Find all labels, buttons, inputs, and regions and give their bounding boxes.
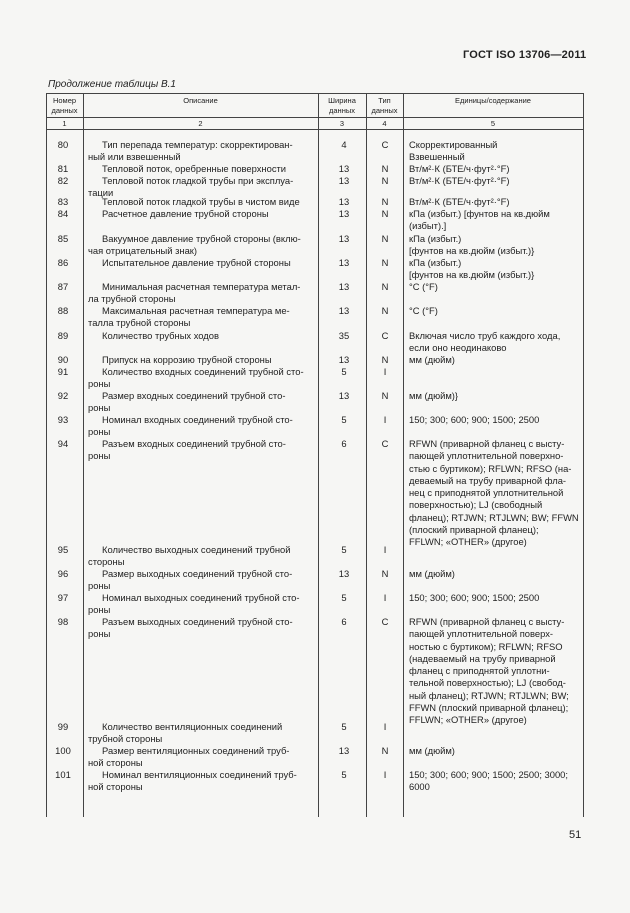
units-line: кПа (избыт.) [фунтов на кв.дюйм xyxy=(409,208,550,219)
row-type: I xyxy=(383,769,387,780)
description-line: роны xyxy=(88,450,111,462)
row-type: I xyxy=(383,544,387,555)
units-line: мм (дюйм) xyxy=(409,745,455,756)
row-width: 35 xyxy=(338,330,350,341)
table-border-right xyxy=(583,93,584,817)
row-number: 88 xyxy=(57,305,69,316)
col-header-description: Описание xyxy=(183,96,218,105)
column-divider xyxy=(366,93,367,817)
col-number-label: 3 xyxy=(339,119,345,128)
row-type: N xyxy=(381,281,389,292)
row-units xyxy=(409,208,579,233)
row-description xyxy=(88,208,316,220)
row-width: 13 xyxy=(338,281,350,292)
row-units xyxy=(409,330,579,355)
row-description xyxy=(88,769,316,794)
row-units xyxy=(409,354,579,366)
col-header-type: Тип данных xyxy=(371,96,398,115)
units-line: кПа (избыт.) xyxy=(409,233,462,244)
description-line: ла трубной стороны xyxy=(88,293,176,305)
row-number: 80 xyxy=(57,139,69,150)
description-line: чая отрицательный знак) xyxy=(88,245,198,257)
description-line: Тепловой поток, оребренные поверхности xyxy=(102,163,287,174)
row-description xyxy=(88,257,316,269)
units-line: Вт/м²·К (БТЕ/ч·фут²·°F) xyxy=(409,163,510,174)
units-line: стью с буртиком); RFLWN; RFSO (на- xyxy=(409,462,572,474)
units-line: пающей уплотнительной поверхно- xyxy=(409,450,564,462)
row-type: N xyxy=(381,208,389,219)
row-units xyxy=(409,196,579,208)
description-line: стороны xyxy=(88,556,125,568)
row-width: 13 xyxy=(338,257,350,268)
units-line: (избыт).] xyxy=(409,220,447,232)
row-description xyxy=(88,438,316,463)
units-line: Взвешенный xyxy=(409,151,465,163)
table-caption: Продолжение таблицы В.1 xyxy=(48,79,176,90)
description-line: Номинал выходных соединений трубной сто- xyxy=(102,592,300,603)
row-units xyxy=(409,305,579,317)
units-line: нец с приподнятой уплотнительной xyxy=(409,487,564,499)
row-width: 4 xyxy=(341,139,347,150)
col-number-label: 1 xyxy=(62,119,67,128)
row-type: N xyxy=(381,257,389,268)
description-line: Разъем выходных соединений трубной сто- xyxy=(102,616,293,627)
row-units xyxy=(409,163,579,175)
row-type: I xyxy=(383,592,387,603)
table-border-top xyxy=(46,93,584,94)
units-line: RFWN (приварной фланец с высту- xyxy=(409,438,565,449)
row-units xyxy=(409,390,579,402)
row-number: 101 xyxy=(55,769,71,780)
units-line: мм (дюйм) xyxy=(409,568,455,579)
row-type: N xyxy=(381,354,389,365)
row-description xyxy=(88,721,316,746)
units-line: мм (дюйм)} xyxy=(409,390,459,401)
units-line: 6000 xyxy=(409,781,430,793)
row-units xyxy=(409,257,579,282)
description-line: Максимальная расчетная температура ме- xyxy=(102,305,290,316)
units-line: ностью с буртиком); RFLWN; RFSO xyxy=(409,640,563,652)
row-description xyxy=(88,414,316,439)
col-header-number: Номер данных xyxy=(51,96,78,115)
row-type: C xyxy=(381,330,389,341)
row-width: 13 xyxy=(338,568,350,579)
units-line: фланец); RTJWN; RTJLWN; BW; FFWN xyxy=(409,511,579,523)
units-line: мм (дюйм) xyxy=(409,354,455,365)
row-number: 85 xyxy=(57,233,69,244)
units-line: FFLWN; «OTHER» (другое) xyxy=(409,536,527,548)
row-width: 6 xyxy=(341,616,347,627)
description-line: Минимальная расчетная температура метал- xyxy=(102,281,301,292)
units-line: Вт/м²·К (БТЕ/ч·фут²·°F) xyxy=(409,175,510,186)
units-line: 150; 300; 600; 900; 1500; 2500; 3000; xyxy=(409,769,568,780)
description-line: Количество входных соединений трубной сто- xyxy=(102,366,304,377)
description-line: Количество выходных соединений трубной xyxy=(102,544,291,555)
description-line: Номинал входных соединений трубной сто- xyxy=(102,414,293,425)
row-type: I xyxy=(383,414,387,425)
row-width: 13 xyxy=(338,233,350,244)
row-description xyxy=(88,330,316,342)
row-number: 99 xyxy=(57,721,69,732)
units-line: тельной поверхностью); LJ (свобод- xyxy=(409,677,566,689)
description-line: Испытательное давление трубной стороны xyxy=(102,257,291,268)
description-line: ной стороны xyxy=(88,757,143,769)
units-line: Скорректированный xyxy=(409,139,498,150)
row-description xyxy=(88,281,316,306)
row-number: 81 xyxy=(57,163,69,174)
row-width: 5 xyxy=(341,769,347,780)
units-line: (надеваемый на трубу приварной xyxy=(409,652,556,664)
description-line: талла трубной стороны xyxy=(88,317,191,329)
row-type: N xyxy=(381,390,389,401)
units-line: FFWN (плоский приварной фланец); xyxy=(409,702,569,714)
row-number: 87 xyxy=(57,281,69,292)
row-width: 13 xyxy=(338,390,350,401)
units-line: поверхностью); LJ (свободный xyxy=(409,499,543,511)
row-units xyxy=(409,769,579,794)
description-line: Тепловой поток гладкой трубы при эксплуа- xyxy=(102,175,294,186)
header-divider xyxy=(46,117,584,118)
row-width: 13 xyxy=(338,196,350,207)
description-line: роны xyxy=(88,580,111,592)
table-border-left xyxy=(46,93,47,817)
row-type: I xyxy=(383,366,387,377)
col-number-label: 4 xyxy=(382,119,387,128)
row-description xyxy=(88,745,316,770)
row-width: 5 xyxy=(341,366,347,377)
row-units xyxy=(409,414,579,426)
row-description xyxy=(88,305,316,330)
row-units xyxy=(409,568,579,580)
units-line: °С (°F) xyxy=(409,305,438,316)
description-line: Количество вентиляционных соединений xyxy=(102,721,283,732)
col-number-label: 5 xyxy=(490,119,496,128)
units-line: фланец с приподнятой уплотни- xyxy=(409,665,550,677)
column-divider xyxy=(83,93,84,817)
row-number: 96 xyxy=(57,568,69,579)
row-units xyxy=(409,616,579,727)
row-units xyxy=(409,438,579,549)
units-line: ный фланец); RTJWN; RTJLWN; BW; xyxy=(409,689,569,701)
description-line: роны xyxy=(88,378,111,390)
row-number: 91 xyxy=(57,366,69,377)
row-units xyxy=(409,175,579,187)
units-line: Включая число труб каждого хода, xyxy=(409,330,561,341)
row-type: N xyxy=(381,305,389,316)
row-width: 5 xyxy=(341,721,347,732)
row-description xyxy=(88,568,316,593)
row-width: 13 xyxy=(338,175,350,186)
row-number: 100 xyxy=(55,745,71,756)
row-number: 83 xyxy=(57,196,69,207)
document-header: ГОСТ ISO 13706—2011 xyxy=(463,49,587,61)
description-line: роны xyxy=(88,628,111,640)
row-type: C xyxy=(381,616,389,627)
row-description xyxy=(88,390,316,415)
row-width: 13 xyxy=(338,305,350,316)
units-line: 150; 300; 600; 900; 1500; 2500 xyxy=(409,414,540,425)
units-line: (плоский приварной фланец); xyxy=(409,524,539,536)
description-line: Тепловой поток гладкой трубы в чистом виде xyxy=(102,196,300,207)
description-line: Тип перепада температур: скорректирован- xyxy=(102,139,293,150)
description-line: роны xyxy=(88,402,111,414)
row-type: N xyxy=(381,163,389,174)
row-type: N xyxy=(381,233,389,244)
page-number: 51 xyxy=(569,829,582,841)
row-units xyxy=(409,745,579,757)
description-line: роны xyxy=(88,604,111,616)
column-divider xyxy=(318,93,319,817)
units-line: кПа (избыт.) xyxy=(409,257,462,268)
description-line: Размер выходных соединений трубной сто- xyxy=(102,568,293,579)
column-divider xyxy=(403,93,404,817)
description-line: Количество трубных ходов xyxy=(102,330,219,341)
row-description xyxy=(88,592,316,617)
row-description xyxy=(88,354,316,366)
data-table xyxy=(46,93,584,817)
col-header-width: Ширина данных xyxy=(328,96,356,115)
row-type: C xyxy=(381,438,389,449)
description-line: трубной стороны xyxy=(88,733,163,745)
row-number: 94 xyxy=(57,438,69,449)
description-line: Припуск на коррозию трубной стороны xyxy=(102,354,272,365)
units-line: [фунтов на кв.дюйм (избыт.)} xyxy=(409,245,535,257)
units-line: если оно неодинаково xyxy=(409,342,507,354)
row-description xyxy=(88,366,316,391)
col-header-units: Единицы/содержание xyxy=(455,96,531,105)
row-description xyxy=(88,139,316,164)
header-divider xyxy=(46,129,584,130)
description-line: Вакуумное давление трубной стороны (вклю- xyxy=(102,233,301,244)
description-line: Разъем входных соединений трубной сто- xyxy=(102,438,286,449)
units-line: °С (°F) xyxy=(409,281,438,292)
row-units xyxy=(409,592,579,604)
description-line: Номинал вентиляционных соединений труб- xyxy=(102,769,297,780)
row-units xyxy=(409,233,579,258)
row-width: 13 xyxy=(338,354,350,365)
row-width: 5 xyxy=(341,414,347,425)
row-type: N xyxy=(381,196,389,207)
row-width: 5 xyxy=(341,592,347,603)
description-line: Размер вентиляционных соединений труб- xyxy=(102,745,290,756)
row-units xyxy=(409,281,579,293)
units-line: пающей уплотнительной поверх- xyxy=(409,628,554,640)
units-line: FFLWN; «OTHER» (другое) xyxy=(409,714,527,726)
row-width: 13 xyxy=(338,163,350,174)
units-line: RFWN (приварной фланец с высту- xyxy=(409,616,565,627)
description-line: роны xyxy=(88,426,111,438)
row-number: 95 xyxy=(57,544,69,555)
row-width: 5 xyxy=(341,544,347,555)
row-type: N xyxy=(381,568,389,579)
description-line: Размер входных соединений трубной сто- xyxy=(102,390,286,401)
description-line: ной стороны xyxy=(88,781,143,793)
units-line: [фунтов на кв.дюйм (избыт.)} xyxy=(409,269,535,281)
row-number: 92 xyxy=(57,390,69,401)
row-units xyxy=(409,139,579,164)
row-type: I xyxy=(383,721,387,732)
row-width: 13 xyxy=(338,208,350,219)
units-line: деваемый на трубу приварной флa- xyxy=(409,474,567,486)
description-line: Расчетное давление трубной стороны xyxy=(102,208,269,219)
units-line: Вт/м²·К (БТЕ/ч·фут²·°F) xyxy=(409,196,510,207)
row-number: 97 xyxy=(57,592,69,603)
row-description xyxy=(88,233,316,258)
row-type: N xyxy=(381,745,389,756)
row-type: N xyxy=(381,175,389,186)
row-description xyxy=(88,196,316,208)
row-number: 84 xyxy=(57,208,69,219)
row-number: 82 xyxy=(57,175,69,186)
description-line: ный или взвешенный xyxy=(88,151,181,163)
description-line: тации xyxy=(88,187,114,199)
row-width: 6 xyxy=(341,438,347,449)
row-type: C xyxy=(381,139,389,150)
row-number: 86 xyxy=(57,257,69,268)
row-number: 98 xyxy=(57,616,69,627)
row-description xyxy=(88,544,316,569)
row-number: 93 xyxy=(57,414,69,425)
col-number-label: 2 xyxy=(198,119,203,128)
row-number: 90 xyxy=(57,354,69,365)
units-line: 150; 300; 600; 900; 1500; 2500 xyxy=(409,592,540,603)
row-description xyxy=(88,616,316,641)
row-description xyxy=(88,163,316,175)
row-width: 13 xyxy=(338,745,350,756)
row-number: 89 xyxy=(57,330,69,341)
